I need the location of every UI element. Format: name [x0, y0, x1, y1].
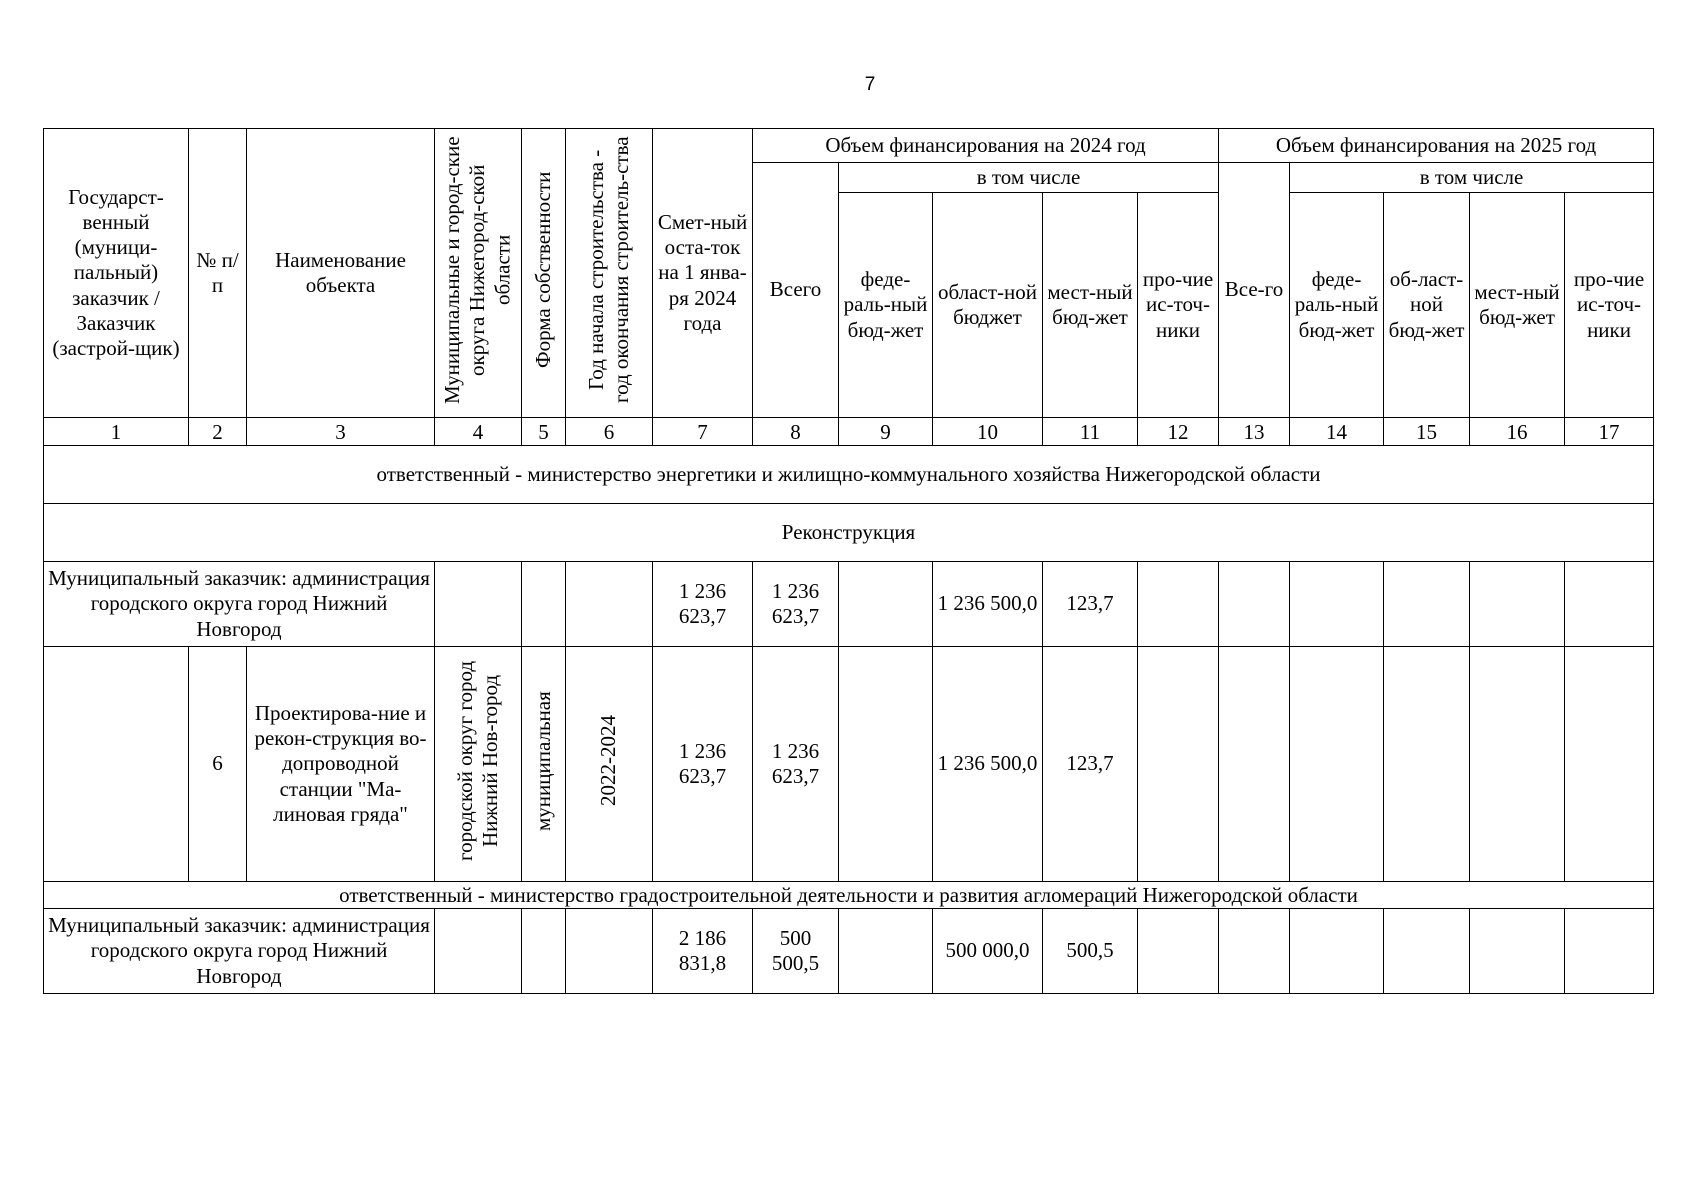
regional-2024-cell: 1 236 500,0 [933, 562, 1043, 647]
column-number: 11 [1043, 418, 1138, 446]
empty-cell [1138, 647, 1219, 882]
total-2024-cell: 500 500,5 [753, 909, 839, 994]
empty-cell [1219, 562, 1290, 647]
column-number: 5 [522, 418, 566, 446]
section-responsible-row [44, 882, 1654, 909]
column-number: 2 [189, 418, 247, 446]
header-fin-2024: Объем финансирования на 2024 год [753, 129, 1219, 163]
column-number: 16 [1470, 418, 1565, 446]
subsection-reconstruction: Реконструкция [44, 504, 1654, 562]
empty-cell [1290, 909, 1384, 994]
header-local-2025: мест-ный бюд-жет [1470, 193, 1565, 418]
customer-row [44, 562, 1654, 647]
empty-cell [839, 647, 933, 882]
header-balance: Смет-ный оста-ток на 1 янва-ря 2024 года [653, 129, 753, 418]
empty-cell [566, 909, 653, 994]
column-number-row [44, 418, 1654, 446]
header-object-name: Наименование объекта [247, 129, 435, 418]
empty-cell [1470, 647, 1565, 882]
empty-cell [522, 562, 566, 647]
column-number: 17 [1565, 418, 1654, 446]
total-2024-cell: 1 236 623,7 [753, 647, 839, 882]
empty-cell [1565, 647, 1654, 882]
header-regional-2025: об-ласт-ной бюд-жет [1384, 193, 1470, 418]
empty-cell [1219, 647, 1290, 882]
empty-cell [1384, 562, 1470, 647]
column-number: 8 [753, 418, 839, 446]
empty-cell [1565, 562, 1654, 647]
header-regional-2024: област-ной бюджет [933, 193, 1043, 418]
empty-cell [839, 562, 933, 647]
empty-cell [1138, 909, 1219, 994]
header-fin-2025: Объем финансирования на 2025 год [1219, 129, 1654, 163]
object-num: 6 [189, 647, 247, 882]
header-row-1 [44, 129, 1654, 163]
column-number: 10 [933, 418, 1043, 446]
customer-name: Муниципальный заказчик: администрация городского округа город Нижний Новгород [44, 562, 435, 647]
customer-row [44, 909, 1654, 994]
header-years-text: Год начала строительства - год окончания строитель-ства [583, 136, 633, 404]
regional-2024-cell: 500 000,0 [933, 909, 1043, 994]
header-ownership [522, 129, 566, 418]
empty-cell [1290, 647, 1384, 882]
empty-cell [1384, 647, 1470, 882]
object-ownership-text: муниципальная [530, 691, 555, 831]
empty-cell [435, 562, 522, 647]
header-including-2025: в том числе [1290, 163, 1654, 193]
balance-cell: 1 236 623,7 [653, 647, 753, 882]
header-total-2024: Всего [753, 163, 839, 418]
total-2024-cell: 1 236 623,7 [753, 562, 839, 647]
header-municipality [435, 129, 522, 418]
header-total-2025: Все-го [1219, 163, 1290, 418]
header-num: № п/п [189, 129, 247, 418]
column-number: 9 [839, 418, 933, 446]
object-years [566, 647, 653, 882]
empty-cell [566, 562, 653, 647]
local-2024-cell: 123,7 [1043, 647, 1138, 882]
column-number: 14 [1290, 418, 1384, 446]
empty-cell [1290, 562, 1384, 647]
section-responsible-row [44, 446, 1654, 504]
column-number: 3 [247, 418, 435, 446]
object-row [44, 647, 1654, 882]
page-number: 7 [864, 74, 876, 95]
empty-cell [1219, 909, 1290, 994]
financing-table [43, 128, 1654, 994]
balance-cell: 2 186 831,8 [653, 909, 753, 994]
column-number: 12 [1138, 418, 1219, 446]
empty-cell [435, 909, 522, 994]
section-responsible-energy: ответственный - министерство энергетики и жилищно-коммунального хозяйства Нижегородской области [44, 446, 1654, 504]
column-number: 1 [44, 418, 189, 446]
column-number: 4 [435, 418, 522, 446]
empty-cell [839, 909, 933, 994]
customer-name: Муниципальный заказчик: администрация городского округа город Нижний Новгород [44, 909, 435, 994]
header-federal-2024: феде-раль-ный бюд-жет [839, 193, 933, 418]
empty-cell [44, 647, 189, 882]
balance-cell: 1 236 623,7 [653, 562, 753, 647]
empty-cell [1138, 562, 1219, 647]
empty-cell [1470, 909, 1565, 994]
object-years-text: 2022-2024 [596, 715, 621, 807]
header-local-2024: мест-ный бюд-жет [1043, 193, 1138, 418]
header-federal-2025: феде-раль-ный бюд-жет [1290, 193, 1384, 418]
column-number: 13 [1219, 418, 1290, 446]
header-other-2025: про-чие ис-точ-ники [1565, 193, 1654, 418]
empty-cell [522, 909, 566, 994]
empty-cell [1384, 909, 1470, 994]
empty-cell [1470, 562, 1565, 647]
empty-cell [1565, 909, 1654, 994]
header-years [566, 129, 653, 418]
local-2024-cell: 123,7 [1043, 562, 1138, 647]
local-2024-cell: 500,5 [1043, 909, 1138, 994]
object-municipality [435, 647, 522, 882]
regional-2024-cell: 1 236 500,0 [933, 647, 1043, 882]
header-municipality-text: Муниципальные и город-ские округа Нижегород-ской области [440, 136, 515, 404]
subsection-row [44, 504, 1654, 562]
column-number: 6 [566, 418, 653, 446]
header-ownership-text: Форма собственности [530, 171, 555, 369]
object-municipality-text: городской округ город Нижний Нов-город [452, 660, 502, 861]
object-name: Проектирова-ние и рекон-струкция во-допроводной станции "Ма-линовая гряда" [247, 647, 435, 882]
header-customer: Государст-венный (муници-пальный) заказчик / Заказчик (застрой-щик) [44, 129, 189, 418]
column-number: 15 [1384, 418, 1470, 446]
object-ownership [522, 647, 566, 882]
column-number: 7 [653, 418, 753, 446]
section-responsible-urban: ответственный - министерство градостроительной деятельности и развития агломераций Нижегородской области [44, 882, 1654, 909]
header-including-2024: в том числе [839, 163, 1219, 193]
header-other-2024: про-чие ис-точ-ники [1138, 193, 1219, 418]
